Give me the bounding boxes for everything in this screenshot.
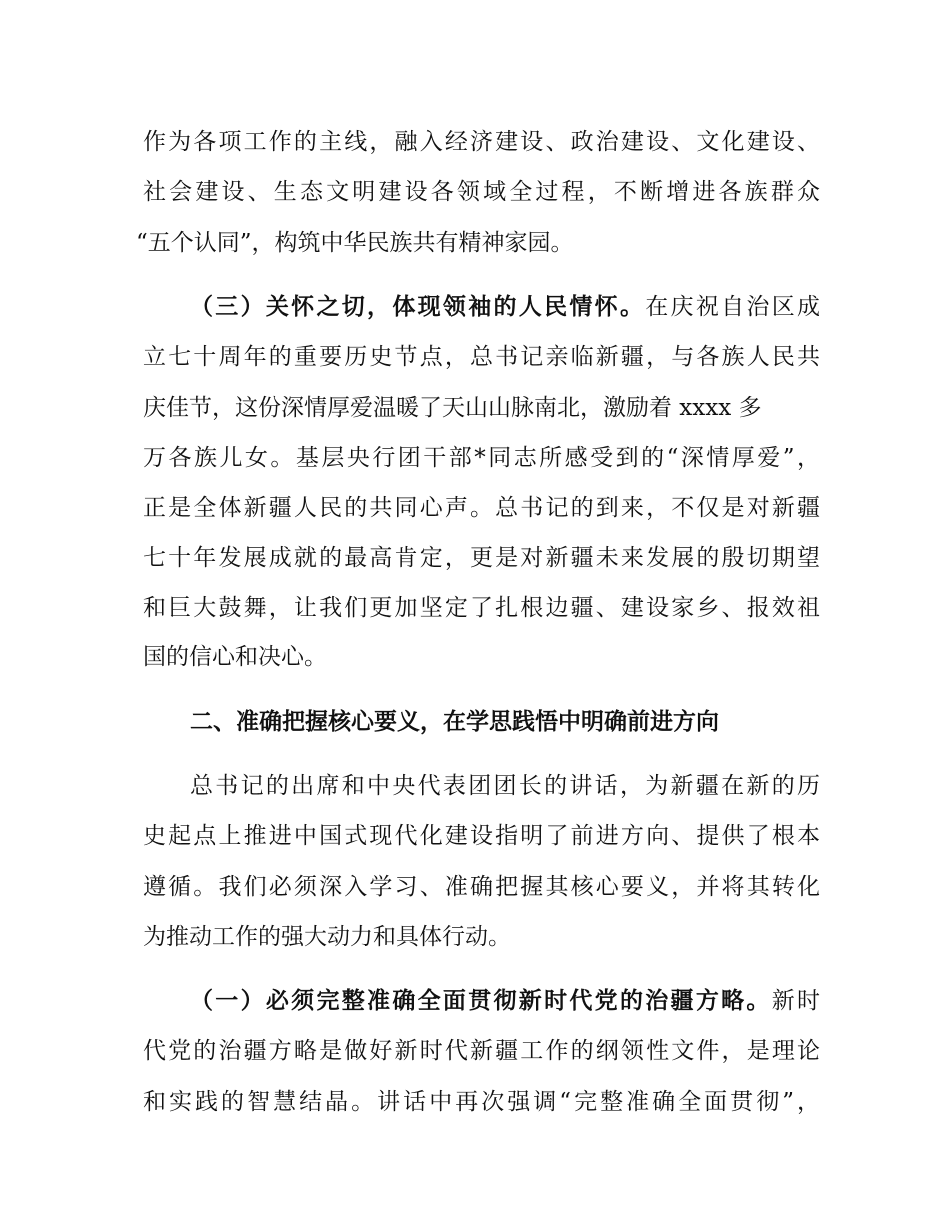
text-span: 在庆祝自治区成 <box>645 294 821 320</box>
text-line: 万各族儿女。基层央行团干部*同志所感受到的“深情厚爱”， <box>143 445 820 471</box>
text-line: 七十年发展成就的最高肯定，更是对新疆未来发展的殷切期望 <box>143 545 820 571</box>
text-line: 立七十周年的重要历史节点，总书记亲临新疆，与各族人民共 <box>143 344 820 370</box>
text-line: 总书记的出席和中央代表团团长的讲话，为新疆在新的历 <box>190 773 820 799</box>
subheading: （一）必须完整准确全面贯彻新时代党的治疆方略。 <box>190 988 772 1014</box>
text-line: 和实践的智慧结晶。讲话中再次强调“完整准确全面贯彻”， <box>143 1089 820 1115</box>
subheading: （三）关怀之切，体现领袖的人民情怀。 <box>190 294 646 320</box>
text-line: 遵循。我们必须深入学习、准确把握其核心要义，并将其转化 <box>143 874 820 900</box>
text-line: “五个认同”，构筑中华民族共有精神家园。 <box>136 230 574 256</box>
text-line <box>190 985 820 1017</box>
section-heading: 二、准确把握核心要义，在学思践悟中明确前进方向 <box>190 709 719 735</box>
text-line: 为推动工作的强大动力和具体行动。 <box>143 924 511 950</box>
text-line <box>190 291 820 323</box>
text-line: 史起点上推进中国式现代化建设指明了前进方向、提供了根本 <box>143 823 820 849</box>
text-line: 正是全体新疆人民的共同心声。总书记的到来，不仅是对新疆 <box>143 495 820 521</box>
text-line: 庆佳节，这份深情厚爱温暖了天山山脉南北，激励着 xxxx 多 <box>143 395 762 421</box>
text-line: 代党的治疆方略是做好新时代新疆工作的纲领性文件，是理论 <box>143 1038 820 1064</box>
text-line: 国的信心和决心。 <box>143 644 327 670</box>
text-line: 和巨大鼓舞，让我们更加坚定了扎根边疆、建设家乡、报效祖 <box>143 595 820 621</box>
text-line: 作为各项工作的主线，融入经济建设、政治建设、文化建设、 <box>143 129 820 155</box>
text-span: 新时 <box>771 988 821 1014</box>
text-line: 社会建设、生态文明建设各领域全过程，不断增进各族群众 <box>143 179 820 205</box>
